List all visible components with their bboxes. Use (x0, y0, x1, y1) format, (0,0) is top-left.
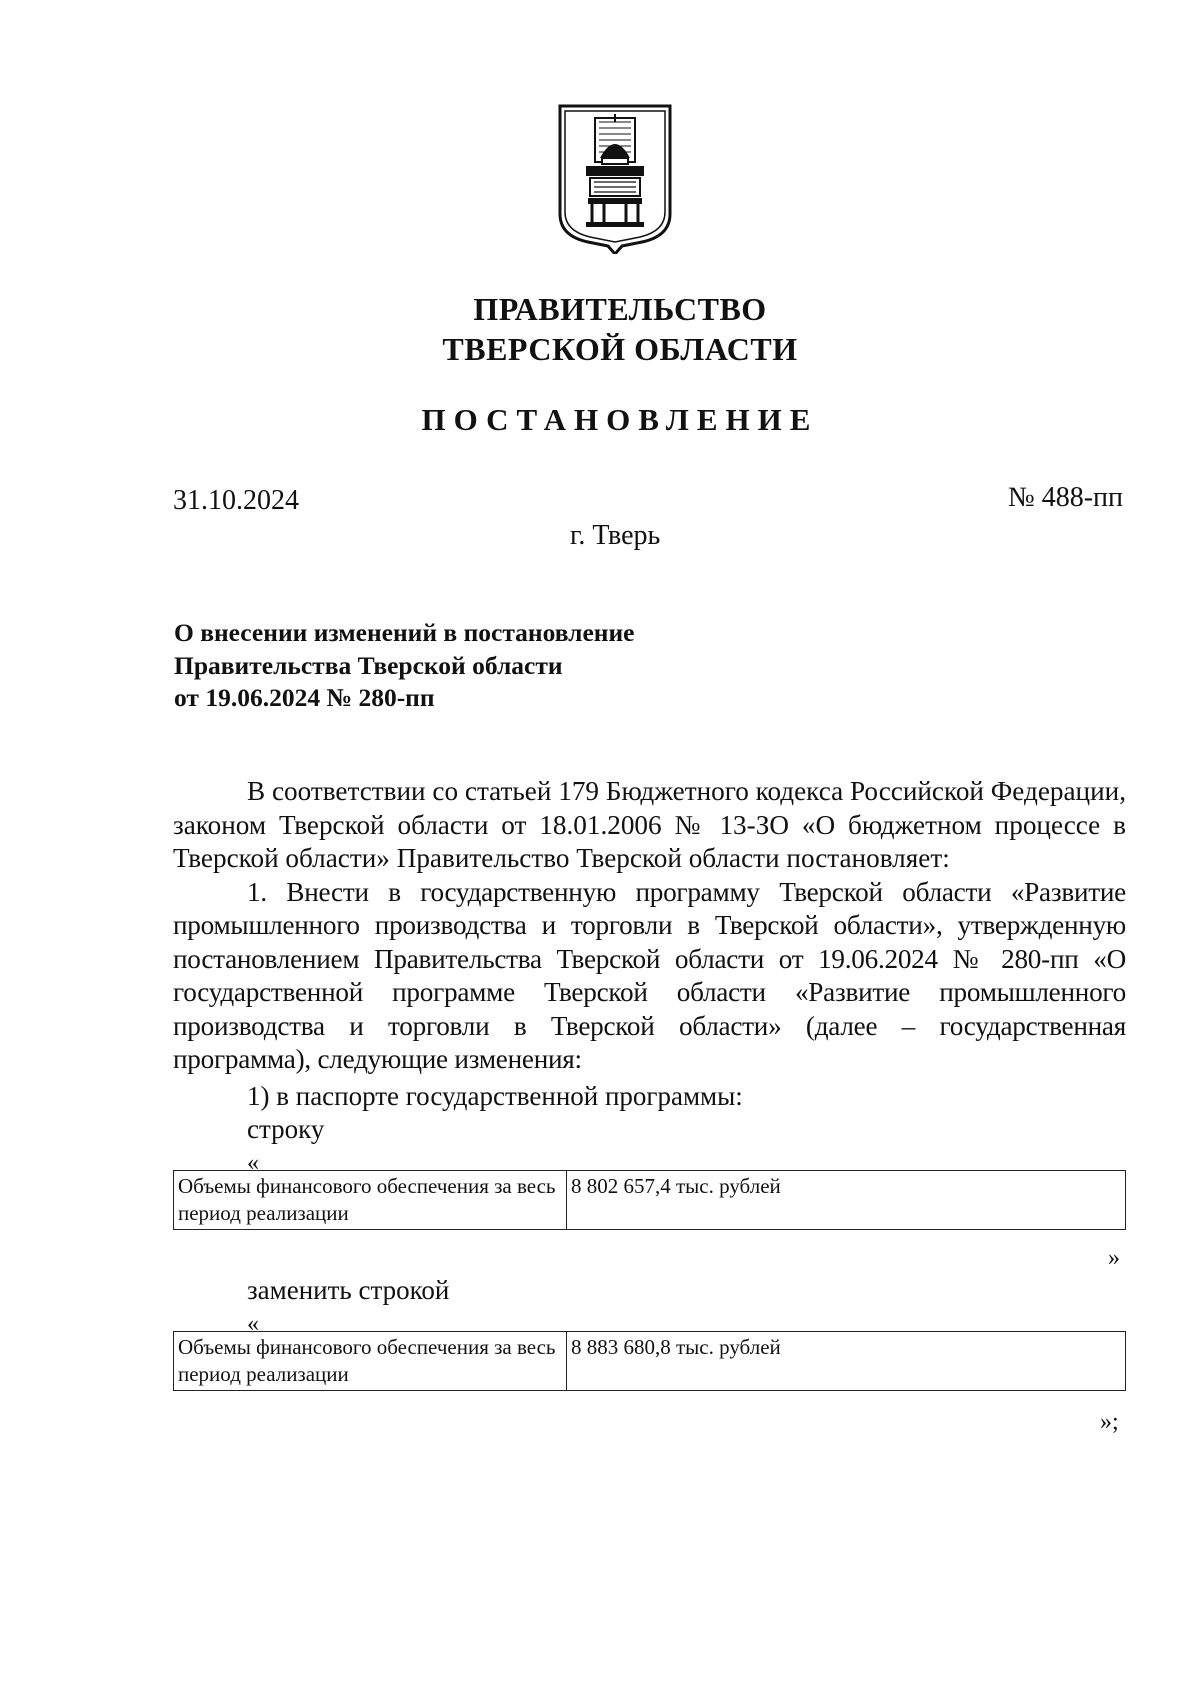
quote-open-2: « (247, 1311, 259, 1337)
table-row (174, 1171, 1126, 1230)
financing-label-cell: Объемы финансового обеспечения за весь период реализации (174, 1332, 567, 1391)
subject-line1: О внесении изменений в постановление (174, 618, 635, 647)
clause-1-paragraph: 1. Внести в государственную программу Тверской области «Развитие промышленного производства и торговли в Тверской области», утвержденную постановлением Правительства Тверской области от 19.06.2024 № 280-пп «О государственной программе Тверской области «Развитие промышленного производства и торговли в Тверской области» (далее – государственная программа), следующие изменения: (173, 876, 1126, 1074)
coat-of-arms-emblem (556, 102, 674, 254)
document-subject (174, 617, 874, 715)
item-1-text: 1) в паспорте государственной программы: (247, 1081, 743, 1111)
financing-label-cell: Объемы финансового обеспечения за весь период реализации (174, 1171, 567, 1230)
new-financing-table (173, 1331, 1126, 1391)
document-type-heading: ПОСТАНОВЛЕНИЕ (421, 402, 819, 437)
old-financing-table (173, 1170, 1126, 1230)
subject-line3: от 19.06.2024 № 280-пп (174, 683, 435, 712)
table-row (174, 1332, 1126, 1391)
quote-close-semicolon: »; (1100, 1409, 1119, 1435)
financing-value-cell: 8 802 657,4 тыс. рублей (567, 1171, 1126, 1230)
document-body (173, 775, 1126, 1077)
row-word: строку (247, 1114, 325, 1144)
document-city: г. Тверь (570, 520, 661, 551)
subject-line2: Правительства Тверской области (174, 650, 563, 680)
government-title-line2: ТВЕРСКОЙ ОБЛАСТИ (442, 331, 798, 367)
replace-with-text: заменить строкой (247, 1275, 450, 1305)
document-date: 31.10.2024 (173, 485, 299, 516)
document-number: № 488-пп (1008, 482, 1124, 513)
quote-open-1: « (247, 1150, 259, 1176)
government-title-line1: ПРАВИТЕЛЬСТВО (473, 291, 767, 327)
quote-close-1: » (1108, 1245, 1120, 1271)
preamble-paragraph: В соответствии со статьей 179 Бюджетного кодекса Российской Федерации, законом Тверской области от 18.01.2006 № 13-ЗО «О бюджетном процессе в Тверской области» Правительство Тверской области постановляет: (173, 776, 1126, 873)
financing-value-cell: 8 883 680,8 тыс. рублей (567, 1332, 1126, 1391)
